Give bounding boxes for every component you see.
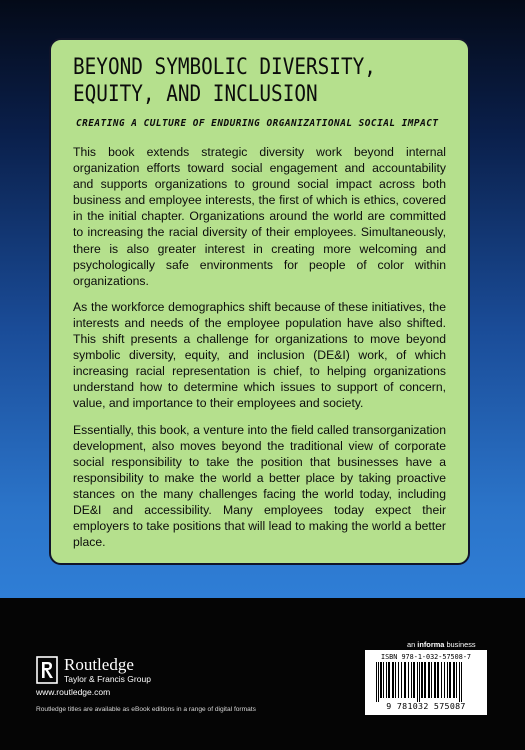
barcode-bar — [386, 662, 387, 698]
barcode-bar — [401, 662, 402, 698]
informa-prefix: an — [407, 640, 418, 649]
barcode-bar — [413, 662, 415, 698]
barcode-bar — [447, 662, 448, 698]
barcode-bar — [431, 662, 432, 698]
barcode-bar — [388, 662, 390, 698]
barcode-bar — [408, 662, 409, 698]
informa-business-note — [407, 640, 476, 649]
title-line-2: EQUITY, AND INCLUSION — [73, 81, 318, 107]
barcode-bar — [411, 662, 412, 698]
barcode-bar — [392, 662, 394, 698]
barcode-bar — [424, 662, 426, 698]
routledge-logo-icon — [36, 656, 58, 684]
barcode-bar — [456, 662, 457, 698]
barcode-bar — [434, 662, 436, 698]
barcode-bar — [437, 662, 439, 698]
informa-suffix: business — [444, 640, 476, 649]
barcode-digits: 9 781032 575087 — [386, 701, 466, 711]
barcode-bar — [449, 662, 451, 698]
isbn-number: ISBN 978-1-032-57508-7 — [380, 653, 472, 661]
publisher-group: Taylor & Francis Group — [64, 674, 151, 684]
ebook-note: Routledge titles are available as eBook editions in a range of digital formats — [36, 706, 256, 713]
barcode-bar — [398, 662, 399, 698]
isbn-barcode — [365, 650, 487, 715]
barcode-bar — [444, 662, 445, 698]
informa-brand: informa — [417, 640, 445, 649]
title-line-1: BEYOND SYMBOLIC DIVERSITY, — [73, 54, 376, 80]
publisher-website: www.routledge.com — [36, 687, 111, 697]
description-paragraph-3: Essentially, this book, a venture into the field called transorganization development, also moves beyond the traditional view of corporate social responsibility to take the position that businesses have a responsibility to make the world a better place by taking proactive stances on the many challenges facing the world today, including DE&I and accessibility. Many employees today expect their employers to take positions that will lead to making the world a better place. — [73, 422, 446, 550]
barcode-bars — [372, 662, 480, 702]
barcode-bar — [461, 662, 462, 702]
barcode-bar — [428, 662, 430, 698]
barcode-bar — [421, 662, 423, 698]
barcode-bar — [383, 662, 384, 698]
description-paragraph-1: This book extends strategic diversity work beyond internal organization efforts toward social engagement and accountability and supports organizations to ground social impact across both business and employee interests, the first of which is ethics, covered in the initial chapter. Organizations around the world are committed to increasing the racial diversity of their employees. Simultaneously, there is also greater interest in creating more welcoming and psychologically safe environments for people of color within organizations. — [73, 145, 446, 288]
barcode-bar — [417, 662, 418, 702]
barcode-bar — [380, 662, 382, 698]
description-panel — [49, 38, 470, 565]
book-subtitle: CREATING A CULTURE OF ENDURING ORGANIZATIONAL SOCIAL IMPACT — [76, 118, 439, 129]
book-title — [73, 54, 394, 108]
description-paragraph-2: As the workforce demographics shift because of these initiatives, the interests and needs of the employee population have also shifted. This shift presents a challenge for organizations to move beyond symbolic diversity, equity, and inclusion (DE&I) work, of which increasing racial representation is chief, to helping organizations understand how to determine which issues to support of concern, value, and importance to their employees and society. — [73, 299, 446, 411]
barcode-bar — [441, 662, 442, 698]
publisher-logo — [36, 656, 151, 684]
publisher-name: Routledge — [64, 655, 134, 674]
barcode-bar — [453, 662, 455, 698]
barcode-bar — [459, 662, 460, 702]
barcode-bar — [419, 662, 420, 702]
barcode-bar — [376, 662, 377, 702]
barcode-bar — [404, 662, 406, 698]
barcode-bar — [378, 662, 379, 702]
barcode-bar — [395, 662, 396, 698]
